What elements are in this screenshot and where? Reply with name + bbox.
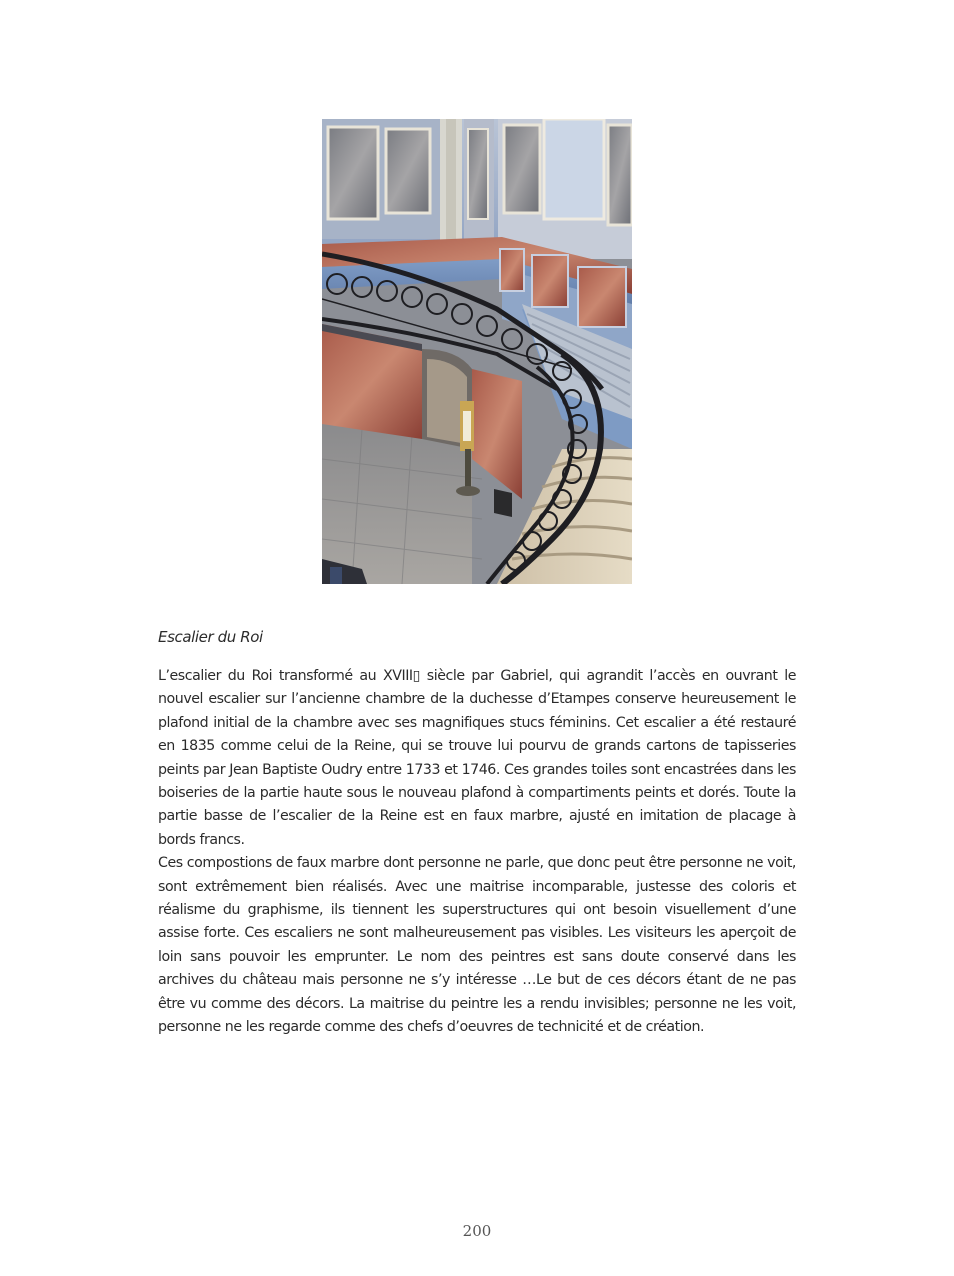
staircase-photo — [322, 119, 632, 584]
figure-caption: Escalier du Roi — [158, 628, 263, 646]
paragraph: L’escalier du Roi transformé au XVIII▯ siècle par Gabriel, qui agrandit l’accès en ouvrant le nouvel escalier sur l’ancienne chambre de la duchesse d’Etampes conserve heureusement le plafond initial de la chambre avec ses magnifiques stucs féminins. Cet escalier a été restauré en 1835 comme celui de la Reine, qui se trouve lui pourvu de grands cartons de tapisseries peints par Jean Baptiste Oudry entre 1733 et 1746. Ces grandes toiles sont encastrées dans les boiseries de la partie haute sous le nouveau plafond à compartiments peints et dorés. Toute la partie basse de l’escalier de la Reine est en faux marbre, ajusté en imitation de placage à bords francs. — [158, 668, 796, 848]
staircase-photo-graphic — [322, 119, 632, 584]
paragraph: Ces compostions de faux marbre dont personne ne parle, que donc peut être personne ne voit, sont extrêmement bien réalisés. Avec une maitrise incomparable, justesse des coloris et réalisme du graphisme, ils tiennent les superstructures qui ont besoin visuellement d’une assise forte. Ces escaliers ne sont malheureusement pas visibles. Les visiteurs les aperçoit de loin sans pouvoir les emprunter. Le nom des peintres est sans doute conservé dans les archives du château mais personne ne s’y intéresse …Le but de ces décors étant de ne pas être vu comme des décors. La maitrise du peintre les a rendu invisibles; personne ne les voit, personne ne les regarde comme des chefs d’oeuvres de technicité et de création. — [158, 855, 796, 1036]
page-number: 200 — [462, 1222, 492, 1240]
body-text — [158, 665, 796, 1040]
